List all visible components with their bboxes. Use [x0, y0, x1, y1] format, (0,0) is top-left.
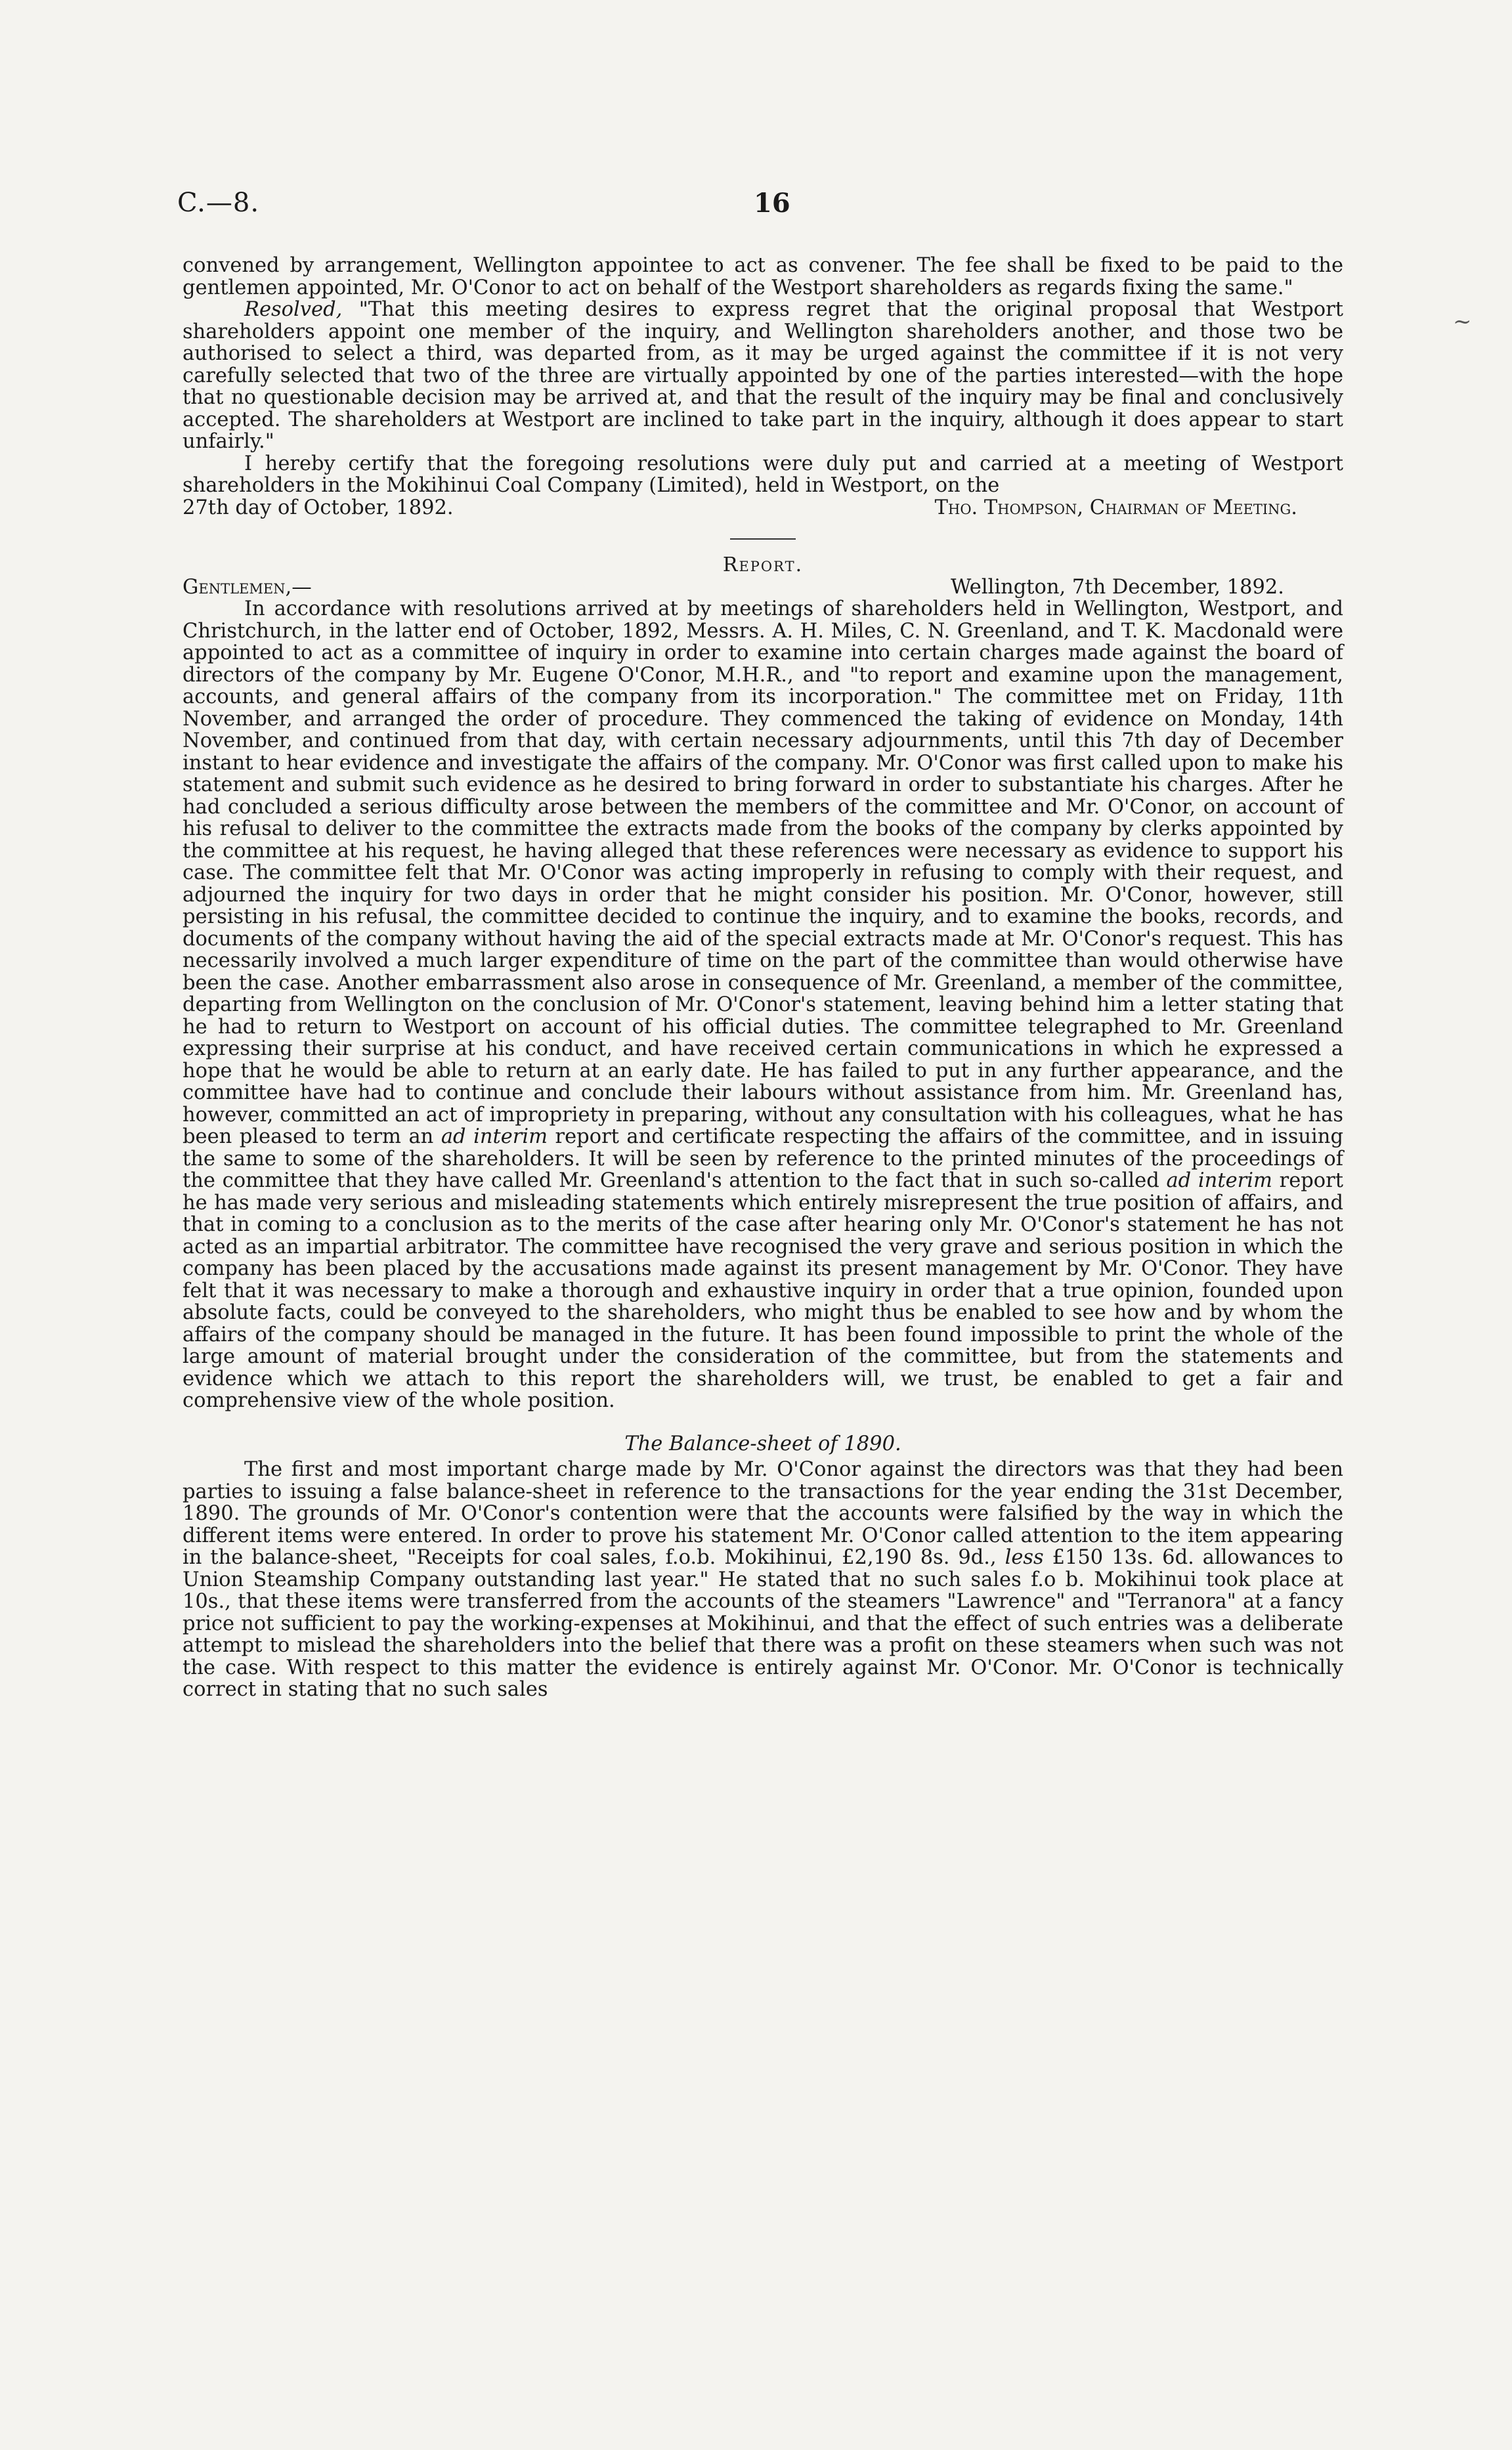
report-title: Report.	[722, 553, 804, 576]
chairman-signature: Tho. Thompson, Chairman of Meeting.	[934, 496, 1297, 519]
balance-text-part: The first and most important charge made by Mr. O'Conor against the directors was that they had been parties to issuing a false balance-sheet in reference to the transactions for the year ending the 31st December, 1890. The grounds of Mr. O'Conor's contention were that the accounts were falsified by the way in which the different items were entered. In order to prove his statement Mr. O'Conor called attention to the item appearing in the balance-sheet, "Receipts for coal sales, f.o.b. Mokihinui, £2,190 8s. 9d.,	[183, 1458, 1343, 1569]
italic-term: less	[1004, 1546, 1044, 1569]
margin-mark: ~	[1453, 309, 1472, 335]
report-text-part: report he has made very serious and misleading statements which entirely misrepresent the true position of affairs, and that in coming to a conclusion as to the merits of the case after hearing only Mr. O'Conor's statement he has not acted as an impartial arbitrator. The committee have recognised the very grave and serious position in which the company has been placed by the accusations made against its present management by Mr. O'Conor. They have felt that it was necessary to make a thorough and exhaustive inquiry in order that a true opinion, founded upon absolute facts, could be conveyed to the shareholders, who might thus be enabled to see how and by whom the affairs of the company should be managed in the future. It has been found impossible to print the whole of the large amount of material brought under the consideration of the committee, but from the statements and evidence which we attach to this report the shareholders will, we trust, be enabled to get a fair and comprehensive view of the whole position.	[183, 1169, 1343, 1412]
certification-date: 27th day of October, 1892.	[183, 496, 454, 519]
section-divider	[730, 538, 796, 540]
certification-signature-line	[183, 497, 1343, 519]
report-salutation-line	[183, 576, 1343, 599]
resolution-paragraph	[183, 299, 1343, 453]
page-header	[177, 188, 1359, 227]
resolved-lead: Resolved,	[244, 298, 343, 321]
section-title: The Balance-sheet of 1890.	[624, 1432, 901, 1455]
page-number: 16	[754, 188, 790, 219]
italic-term: ad interim	[1166, 1169, 1272, 1192]
report-text-part: In accordance with resolutions arrived at by meetings of shareholders held in Wellington, Westport, and Christchurch, in the latter end of October, 1892, Messrs. A. H. Miles, C. N. Greenland, and T. K. Macdonald were appointed to act as a committee of inquiry in order to examine into certain charges made against the board of directors of the company by Mr. Eugene O'Conor, M.H.R., and "to report and examine upon the management, accounts, and general affairs of the company from its incorporation." The committee met on Friday, 11th November, and arranged the order of procedure. They commenced the taking of evidence on Monday, 14th November, and continued from that day, with certain necessary adjournments, until this 7th day of December instant to hear evidence and investigate the affairs of the company. Mr. O'Conor was first called upon to make his statement and submit such evidence as he desired to bring forward in order to substantiate his charges. After he had concluded a serious difficulty arose between the members of the committee and Mr. O'Conor, on account of his refusal to deliver to the committee the extracts made from the books of the company by clerks appointed by the committee at his request, he having alleged that these references were necessary as evidence to support his case. The committee felt that Mr. O'Conor was acting improperly in refusing to comply with their request, and adjourned the inquiry for two days in order that he might consider his position. Mr. O'Conor, however, still persisting in his refusal, the committee decided to continue the inquiry, and to examine the books, records, and documents of the company without having the aid of the special extracts made at Mr. O'Conor's request. This has necessarily involved a much larger expenditure of time on the part of the committee than would otherwise have been the case. Another embarrassment also arose in consequence of Mr. Greenland, a member of the committee, departing from Wellington on the conclusion of Mr. O'Conor's statement, leaving behind him a letter stating that he had to return to Westport on account of his official duties. The committee telegraphed to Mr. Greenland expressing their surprise at his conduct, and have received certain communications in which he expressed a hope that he would be able to return at an early date. He has failed to put in any further appearance, and the committee have had to continue and conclude their labours without assistance from him. Mr. Greenland has, however, committed an act of impropriety in preparing, without any consultation with his colleagues, what he has been pleased to term an	[183, 597, 1343, 1148]
balance-sheet-paragraph	[183, 1459, 1343, 1701]
italic-term: ad interim	[441, 1125, 548, 1148]
resolution-text: "That this meeting desires to express regret that the original proposal that Westport shareholders appoint one member of the inquiry, and Wellington shareholders another, and those two be authorised to select a third, was departed from, as it may be urged against the committee if it is not very carefully selected that two of the three are virtually appointed by one of the parties interested—with the hope that no questionable decision may be arrived at, and that the result of the inquiry may be final and conclusively accepted. The shareholders at Westport are inclined to take part in the inquiry, although it does appear to start unfairly."	[183, 298, 1343, 453]
balance-text-part: £150 13s. 6d. allowances to Union Steamship Company outstanding last year." He stated that no such sales f.o b. Mokihinui took place at 10s., that these items were transferred from the accounts of the steamers "Lawrence" and "Terranora" at a fancy price not sufficient to pay the working-expenses at Mokihinui, and that the effect of such entries was a deliberate attempt to mislead the shareholders into the belief that there was a profit on these steamers when such was not the case. With respect to this matter the evidence is entirely against Mr. O'Conor. Mr. O'Conor is technically correct in stating that no such sales	[183, 1546, 1343, 1701]
report-paragraph	[183, 598, 1343, 1412]
report-text-part: report and certificate respecting the affairs of the committee, and in issuing the same to some of the shareholders. It will be seen by reference to the printed minutes of the proceedings of the committee that they have called Mr. Greenland's attention to the fact that in such so-called	[183, 1125, 1343, 1192]
resolution-continuation: convened by arrangement, Wellington appointee to act as convener. The fee shall be fixed to be paid to the gentlemen appointed, Mr. O'Conor to act on behalf of the Westport shareholders as regards fixing the same."	[183, 254, 1343, 299]
place-date: Wellington, 7th December, 1892.	[950, 575, 1284, 599]
certification-paragraph: I hereby certify that the foregoing resolutions were duly put and carried at a meeting of Westport shareholders in the Mokihinui Coal Company (Limited), held in Westport, on the	[183, 452, 1343, 497]
salutation: Gentlemen,—	[183, 575, 312, 599]
document-code: C.—8.	[177, 188, 260, 218]
body-text	[183, 255, 1343, 1701]
